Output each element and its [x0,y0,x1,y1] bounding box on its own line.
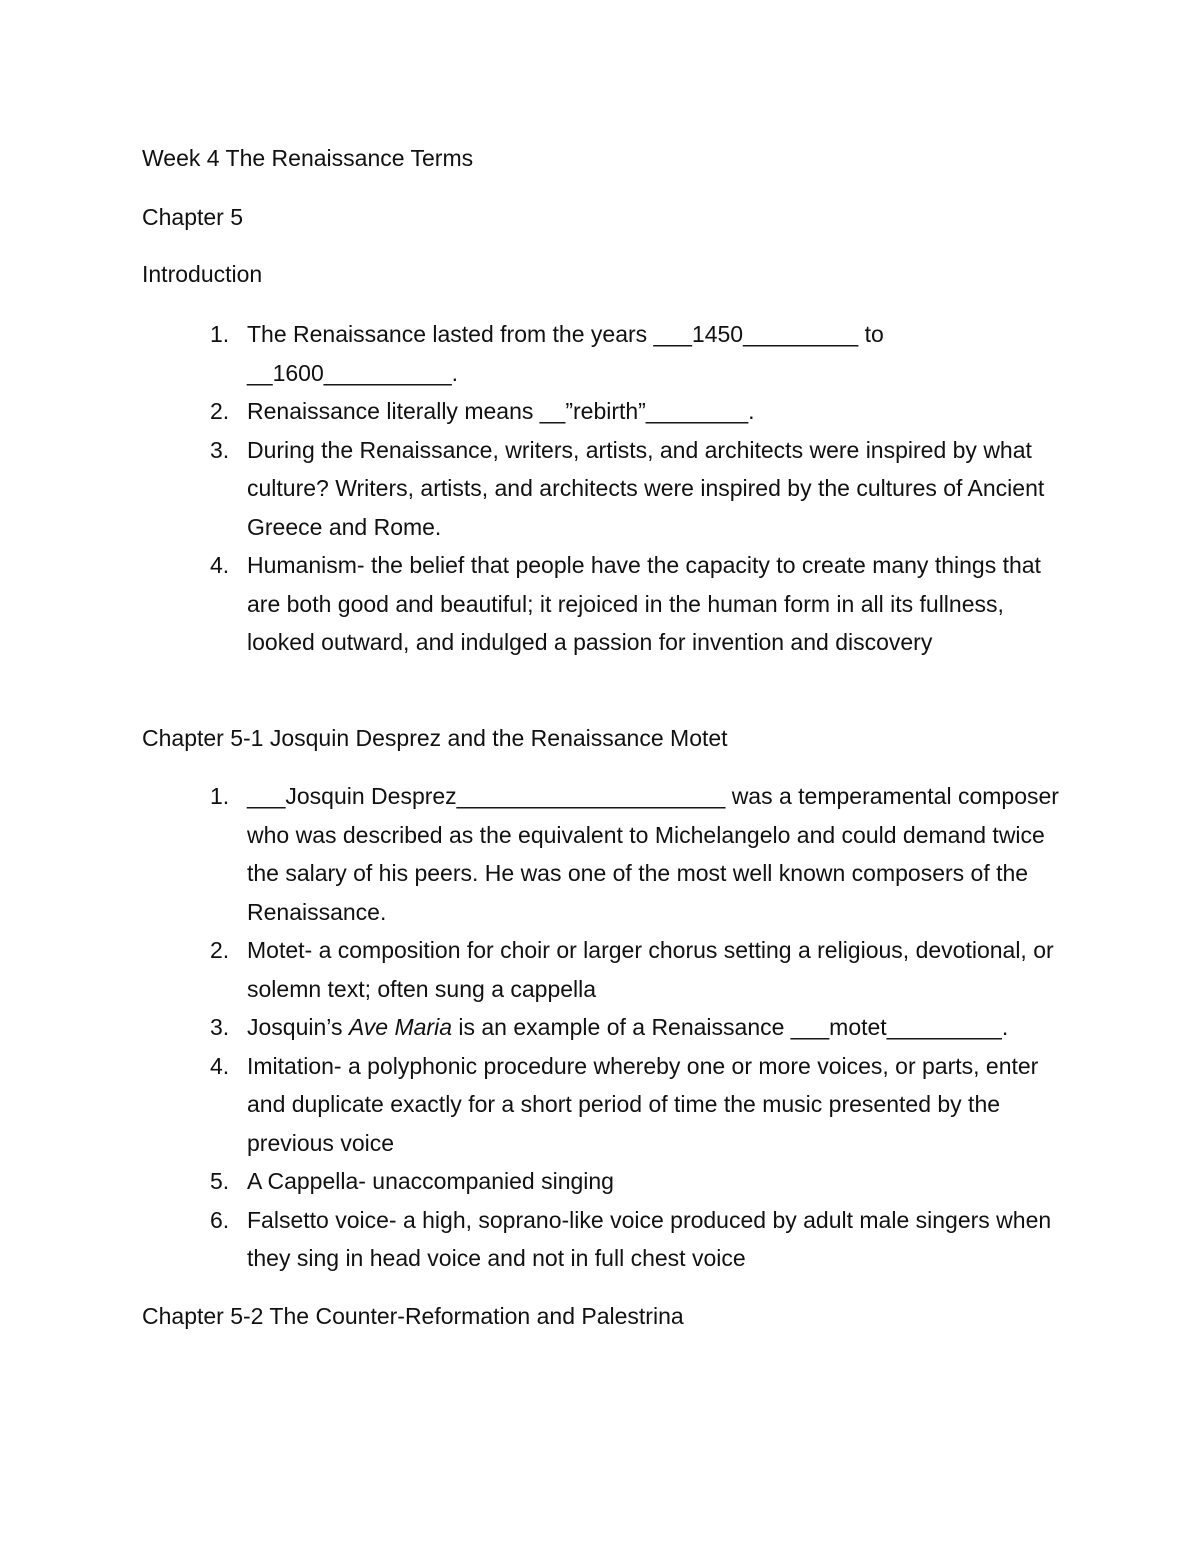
section-heading-counter-reformation: Chapter 5-2 The Counter-Reformation and Palestrina [142,1303,684,1329]
list-text-pre: Josquin’s [247,1014,349,1040]
list-item [142,931,1072,1008]
italic-title: Ave Maria [348,1014,452,1040]
list-number: 1. [210,783,230,809]
list-number: 2. [210,398,230,424]
intro-list [142,315,1072,662]
list-text: Imitation- a polyphonic procedure whereby one or more voices, or parts, enter and duplicate exactly for a short period of time the music presented by the previous voice [247,1052,1039,1156]
list-text: ___Josquin Desprez_____________________ was a temperamental composer who was described as the equivalent to Michelangelo and could demand twice the salary of his peers. He was one of the most well known composers of the Renaissance. [247,783,1059,925]
list-number: 1. [210,321,230,347]
list-text: The Renaissance lasted from the years ___1450_________ to __1600__________. [247,321,884,386]
document-title: Week 4 The Renaissance Terms [142,145,474,171]
list-text: Humanism- the belief that people have the capacity to create many things that are both good and beautiful; it rejoiced in the human form in all its fullness, looked outward, and indulged a passion for invention and discovery [247,552,1041,655]
josquin-list [142,777,1072,1278]
list-item [142,1047,1072,1163]
list-text-post: is an example of a Renaissance ___motet_________. [452,1014,1009,1040]
list-item [142,546,1072,662]
list-number: 2. [210,937,230,963]
list-number: 4. [210,552,230,578]
list-item [142,431,1072,547]
list-text: A Cappella- unaccompanied singing [247,1168,614,1194]
list-item [142,392,1072,431]
list-text: Renaissance literally means __”rebirth”________. [247,398,755,424]
list-number: 4. [210,1052,230,1079]
list-number: 6. [210,1206,230,1233]
list-text: Motet- a composition for choir or larger chorus setting a religious, devotional, or solemn text; often sung a cappella [247,937,1054,1002]
list-text: Falsetto voice- a high, soprano-like voice produced by adult male singers when they sing in head voice and not in full chest voice [247,1206,1052,1271]
list-item [142,1201,1072,1278]
section-heading-josquin: Chapter 5-1 Josquin Desprez and the Renaissance Motet [142,725,728,751]
list-text: During the Renaissance, writers, artists, and architects were inspired by what culture? Writers, artists, and architects were inspired by the cultures of Ancient Greece and Rome. [247,436,1045,540]
list-item [142,315,1072,392]
list-number: 3. [210,436,230,463]
intro-heading: Introduction [142,261,263,287]
list-item [142,777,1072,931]
chapter-heading: Chapter 5 [142,204,244,230]
list-number: 5. [210,1168,230,1194]
list-item [142,1162,1072,1201]
list-item [142,1008,1072,1047]
list-number: 3. [210,1014,230,1040]
